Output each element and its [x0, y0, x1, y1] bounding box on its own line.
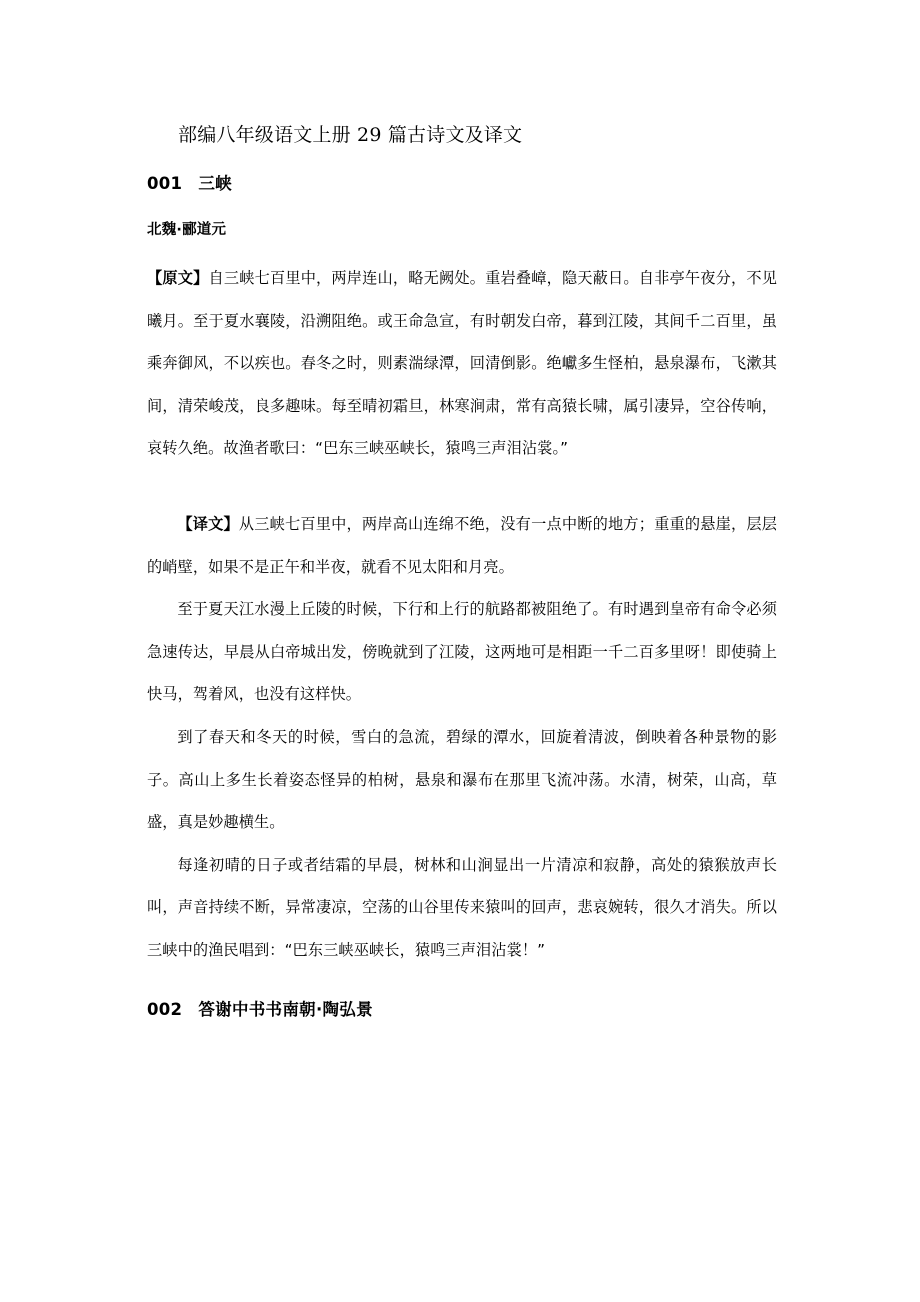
original-text-body: 自三峡七百里中，两岸连山，略无阙处。重岩叠嶂，隐天蔽日。自非亭午夜分，不见曦月。至于夏水襄陵，沿溯阻绝。或王命急宣，有时朝发白帝，暮到江陵，其间千二百里，虽乘奔御风，不以疾也。春冬之时，则素湍绿潭，回清倒影。绝巘多生怪柏，悬泉瀑布，飞漱其间，清荣峻茂，良多趣味。每至晴初霜旦，林寒涧肃，常有高猿长啸，属引凄异，空谷传响，哀转久绝。故渔者歌曰：“巴东三峡巫峡长，猿鸣三声泪沾裳。” — [147, 269, 778, 458]
translation-paragraph-3: 到了春天和冬天的时候，雪白的急流，碧绿的潭水，回旋着清波，倒映着各种景物的影子。高山上多生长着姿态怪异的柏树，悬泉和瀑布在那里飞流冲荡。水清，树荣，山高，草盛，真是妙趣横生。 — [147, 727, 777, 832]
text-column — [147, 0, 777, 1018]
section-heading-001 — [147, 145, 777, 193]
translation-paragraph-1 — [147, 503, 777, 588]
page-title: 部编八年级语文上册 29 篇古诗文及译文 — [178, 124, 523, 146]
original-text-label: 【原文】 — [147, 269, 209, 287]
section-title-002: 答谢中书书南朝·陶弘景 — [198, 999, 373, 1019]
translation-paragraph-2: 至于夏天江水漫上丘陵的时候，下行和上行的航路都被阻绝了。有时遇到皇帝有命令必须急速传达，早晨从白帝城出发，傍晚就到了江陵，这两地可是相距一千二百多里呀！即使骑上快马，驾着风，也没有这样快。 — [147, 600, 777, 704]
translation-label: 【译文】 — [177, 514, 239, 533]
section-number-002: 002 — [147, 999, 183, 1019]
section-title: 三峡 — [198, 174, 232, 193]
original-text-paragraph — [147, 257, 777, 470]
translation-paragraph-4: 每逢初晴的日子或者结霜的早晨，树林和山涧显出一片清凉和寂静，高处的猿猴放声长叫，声音持续不断，异常凄凉，空荡的山谷里传来猿叫的回声，悲哀婉转，很久才消失。所以三峡中的渔民唱到：“巴东三峡巫峡长，猿鸣三声泪沾裳！” — [147, 855, 777, 959]
translation-body-1: 从三峡七百里中，两岸高山连绵不绝，没有一点中断的地方；重重的悬崖，层层的峭壁，如果不是正午和半夜，就看不见太阳和月亮。 — [147, 514, 778, 576]
section-heading-002 — [147, 972, 777, 1019]
author-byline: 北魏·郦道元 — [147, 221, 227, 238]
section-number: 001 — [147, 174, 183, 193]
